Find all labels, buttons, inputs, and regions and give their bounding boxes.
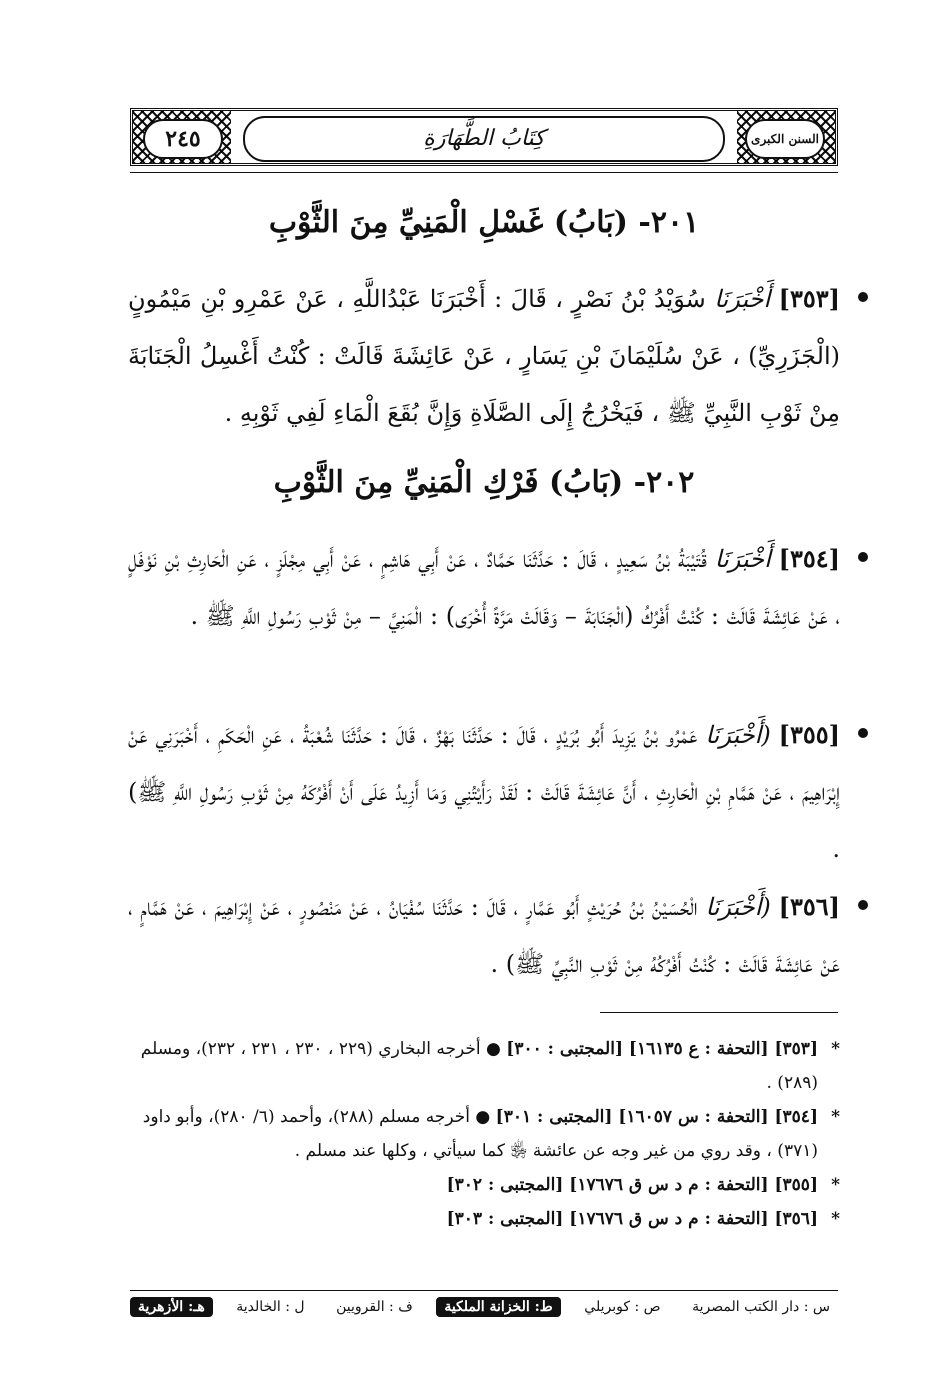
hadith-number: [٣٥٦] xyxy=(778,892,840,921)
footnote-head: [٣٥٤] [التحفة : س ١٦٠٥٧] [المجتبى : ٣٠١] xyxy=(495,1107,818,1127)
source-label: ل : الخالدية xyxy=(236,1299,305,1315)
footer-rule xyxy=(130,1290,838,1291)
footnote-head: [٣٥٥] [التحفة : م د س ق ١٧٦٧٦] [المجتبى : ٣٠٢] xyxy=(446,1175,818,1195)
footnote-head: [٣٥٣] [التحفة : ع ١٦١٣٥] [المجتبى : ٣٠٠] xyxy=(506,1039,818,1059)
footnote xyxy=(128,1032,840,1100)
asterisk-icon: * xyxy=(831,1039,840,1059)
bullet-icon xyxy=(858,552,868,562)
book-logo: السنن الكبرى xyxy=(745,119,825,159)
hadith-text: الْحُسَيْنُ بْنُ حُرَيْثٍ أَبُو عَمَّارٍ ، قَالَ : حَدَّثَنَا سُفْيَانُ ، عَنْ مَنْصُورٍ ، عَنْ إِبْرَاهِيمَ ، عَنْ هَمَّامٍ ، عَنْ عَائِشَةَ قَالَتْ : كُنْتُ أَفْرُكُهُ مِنْ ثَوْبِ النَّبِيِّ ﷺ) . xyxy=(128,893,840,978)
source-label: ف : القرويين xyxy=(336,1299,413,1315)
hadith-number: [٣٥٥] xyxy=(778,720,840,749)
footnote-text: ● أخرجه البخاري (٢٢٩ ، ٢٣٠ ، ٢٣١ ، ٢٣٢)، ومسلم (٢٨٩) . xyxy=(140,1039,818,1093)
footnote-head: [٣٥٦] [التحفة : م د س ق ١٧٦٧٦] [المجتبى : ٣٠٣] xyxy=(446,1209,818,1229)
chapter-title: ٢٠٢- (بَابُ) فَرْكِ الْمَنِيِّ مِنَ الثَّوْبِ xyxy=(273,465,695,500)
hadith-text: عَمْرُو بْنُ يَزِيدَ أَبُو بُرَيْدٍ ، قَالَ : حَدَّثَنَا بَهْزٌ ، قَالَ : حَدَّثَنَا شُعْبَةُ ، عَنِ الْحَكَمِ ، أَخْبَرَنِي عَنْ إِبْرَاهِيمَ ، عَنْ هَمَّامِ بْنِ الْحَارِثِ ، أَنَّ عَائِشَةَ قَالَتْ : لَقَدْ رَأَيْتُنِي وَمَا أَزِيدُ عَلَى أَنْ أَفْرُكَهُ مِنْ ثَوْبِ رَسُولِ اللَّهِ ﷺ) . xyxy=(128,721,840,863)
source-label: هـ: الأزهرية xyxy=(130,1297,213,1317)
source-label: ص : كوبريلي xyxy=(584,1299,661,1315)
hadith-356 xyxy=(128,878,840,993)
sources-legend xyxy=(130,1297,838,1317)
header-rule xyxy=(130,172,838,173)
hadith-text: قُتَيْبَةُ بْنُ سَعِيدٍ ، قَالَ : حَدَّثَنَا حَمَّادٌ ، عَنْ أَبِي هَاشِمٍ ، عَنْ أَبِي مِجْلَزٍ ، عَنِ الْحَارِثِ بْنِ نَوْفَلٍ ، عَنْ عَائِشَةَ قَالَتْ : كُنْتُ أَفْرُكُ (الْجَنَابَةَ – وَقَالَتْ مَرَّةً أُخْرَى) : الْمَنِيَّ – مِنْ ثَوْبِ رَسُولِ اللَّهِ ﷺ . xyxy=(128,545,840,630)
asterisk-icon: * xyxy=(831,1175,840,1195)
book-title: كِتَابُ الطَّهَارَةِ xyxy=(243,116,725,162)
hadith-353 xyxy=(128,270,840,442)
footnote-separator xyxy=(600,1012,838,1013)
hadith-355 xyxy=(128,706,840,878)
footnote-text: ● أخرجه مسلم (٢٨٨)، وأحمد (٦/ ٢٨٠)، وأبو داود (٣٧١) ، وقد روي من غير وجه عن عائشة ﵂ كما سيأتي ، وكلها عند مسلم . xyxy=(142,1107,818,1161)
hadith-number: [٣٥٣] xyxy=(778,284,840,313)
hadith-number: [٣٥٤] xyxy=(778,544,840,573)
bullet-icon xyxy=(858,900,868,910)
asterisk-icon: * xyxy=(831,1209,840,1229)
hadith-354 xyxy=(128,530,840,645)
page-header xyxy=(130,108,838,166)
source-label: ط: الخزانة الملكية xyxy=(436,1297,560,1317)
footnote xyxy=(128,1202,840,1236)
footnote xyxy=(128,1100,840,1168)
hadith-lead: (أَخْبَرَنَا xyxy=(705,721,771,749)
hadith-lead: (أَخْبَرَنَا xyxy=(705,893,771,921)
page-number: ٢٤٥ xyxy=(143,119,223,159)
hadith-text: سُوَيْدُ بْنُ نَصْرٍ ، قَالَ : أَخْبَرَنَا عَبْدُاللَّهِ ، عَنْ عَمْرِو بْنِ مَيْمُونٍ (الْجَزَرِيِّ) ، عَنْ سُلَيْمَانَ بْنِ يَسَارٍ ، عَنْ عَائِشَةَ قَالَتْ : كُنْتُ أَغْسِلُ الْجَنَابَةَ مِنْ ثَوْبِ النَّبِيِّ ﷺ ، فَيَخْرُجُ إِلَى الصَّلَاةِ وَإِنَّ بُقَعَ الْمَاءِ لَفِي ثَوْبِهِ . xyxy=(128,285,840,427)
chapter-title: ٢٠١- (بَابُ) غَسْلِ الْمَنِيِّ مِنَ الثَّوْبِ xyxy=(268,205,700,240)
hadith-lead: أَخْبَرَنَا xyxy=(714,285,771,313)
asterisk-icon: * xyxy=(831,1107,840,1127)
bullet-icon xyxy=(858,728,868,738)
footnotes xyxy=(128,1032,840,1236)
bullet-icon xyxy=(858,292,868,302)
source-label: س : دار الكتب المصرية xyxy=(692,1299,830,1315)
hadith-lead: أَخْبَرَنَا xyxy=(714,545,771,573)
footnote xyxy=(128,1168,840,1202)
